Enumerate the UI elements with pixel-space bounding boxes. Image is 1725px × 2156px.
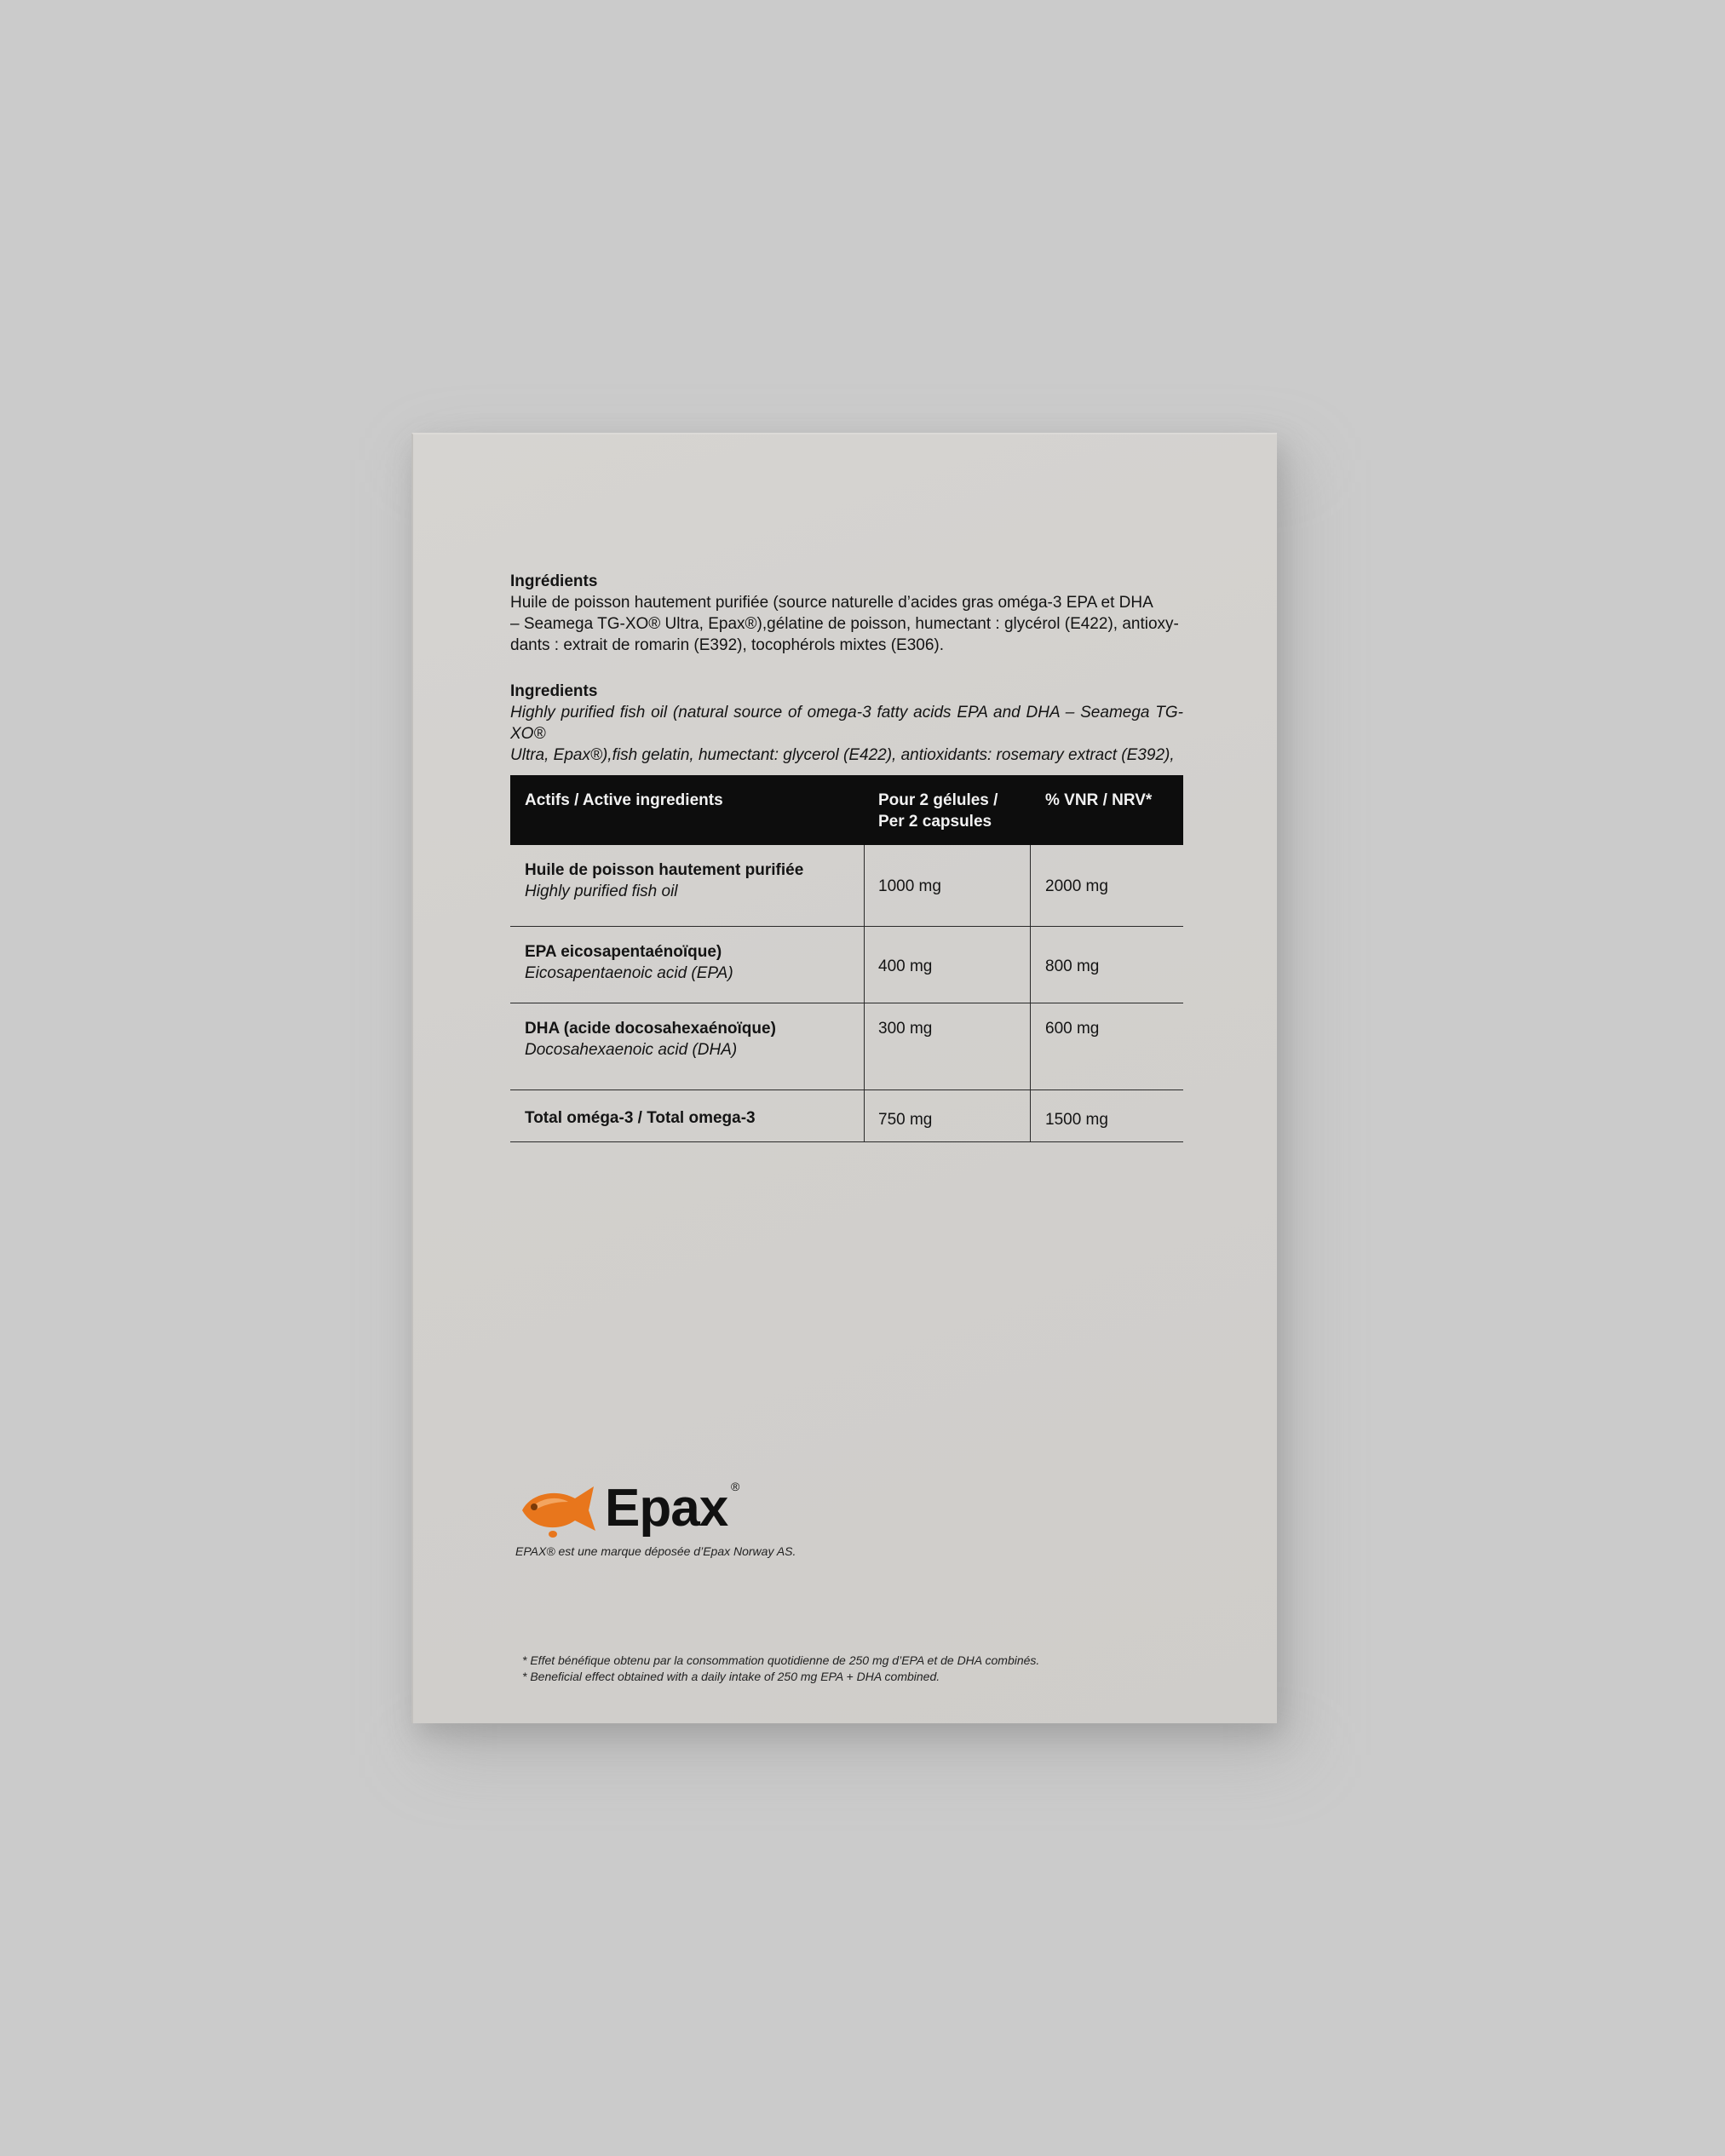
ingredients-en-line: Ultra, Epax®),fish gelatin, humectant: glycerol (E422), antioxidants: rosemary extract (E392),: [510, 746, 1175, 764]
ingredients-en-title: Ingredients: [510, 682, 598, 700]
row-per2: 400 mg: [878, 957, 933, 975]
ingredients-fr-title: Ingrédients: [510, 572, 598, 590]
trademark-note: EPAX® est une marque déposée d’Epax Norway AS.: [515, 1544, 796, 1558]
row-name-total: Total oméga-3 / Total omega-3: [525, 1109, 756, 1127]
row-per2: 1000 mg: [878, 877, 941, 895]
row-nrv: 2000 mg: [1045, 877, 1108, 895]
row-nrv: 1500 mg: [1045, 1111, 1108, 1129]
row-name-fr: DHA (acide docosahexaénoïque): [525, 1020, 776, 1038]
header-per-2-fr: Pour 2 gélules /: [878, 791, 998, 809]
epax-wordmark: Epax: [605, 1479, 728, 1538]
ingredients-fr-line: Huile de poisson hautement purifiée (source naturelle d’acides gras oméga-3 EPA et DHA: [510, 594, 1153, 612]
row-name-fr: Huile de poisson hautement purifiée: [525, 861, 804, 879]
row-name-en: Eicosapentaenoic acid (EPA): [525, 964, 733, 982]
header-nrv: % VNR / NRV*: [1045, 791, 1153, 809]
ingredients-fr-line: dants : extrait de romarin (E392), tocophérols mixtes (E306).: [510, 636, 945, 654]
product-box-back: [411, 433, 1277, 1723]
row-nrv: 600 mg: [1045, 1020, 1100, 1038]
ingredients-en-line: Highly purified fish oil (natural source of omega-3 fatty acids EPA and DHA – Seamega TG-XO®: [510, 704, 1183, 743]
row-per2: 300 mg: [878, 1020, 933, 1038]
row-nrv: 800 mg: [1045, 957, 1100, 975]
header-active-ingredients: Actifs / Active ingredients: [525, 791, 723, 809]
footnote-en: * Beneficial effect obtained with a daily intake of 250 mg EPA + DHA combined.: [522, 1670, 940, 1683]
ingredients-fr-line: – Seamega TG-XO® Ultra, Epax®),gélatine de poisson, humectant : glycérol (E422), antioxy-: [510, 615, 1179, 633]
table-header: [510, 775, 1183, 845]
row-name-fr: EPA eicosapentaénoïque): [525, 943, 722, 961]
footnotes: [522, 1653, 1039, 1685]
header-per-2-en: Per 2 capsules: [878, 813, 992, 831]
ingredients-fr: [510, 571, 1183, 656]
table-row: [510, 927, 1183, 1003]
nutrition-table: [510, 775, 1183, 1142]
row-name-en: Highly purified fish oil: [525, 883, 678, 900]
fish-icon: [515, 1481, 601, 1541]
header-per-2-capsules: [878, 790, 1032, 832]
footnote-fr: * Effet bénéfique obtenu par la consommation quotidienne de 250 mg d’EPA et de DHA combinés.: [522, 1653, 1040, 1667]
ingredients-en: [510, 681, 1183, 766]
table-row: [510, 845, 1183, 927]
row-per2: 750 mg: [878, 1111, 933, 1129]
table-row: [510, 1003, 1183, 1090]
row-name-en: Docosahexaenoic acid (DHA): [525, 1041, 738, 1059]
table-row-total: [510, 1090, 1183, 1142]
epax-logo: [515, 1478, 805, 1563]
registered-mark: ®: [731, 1480, 740, 1493]
